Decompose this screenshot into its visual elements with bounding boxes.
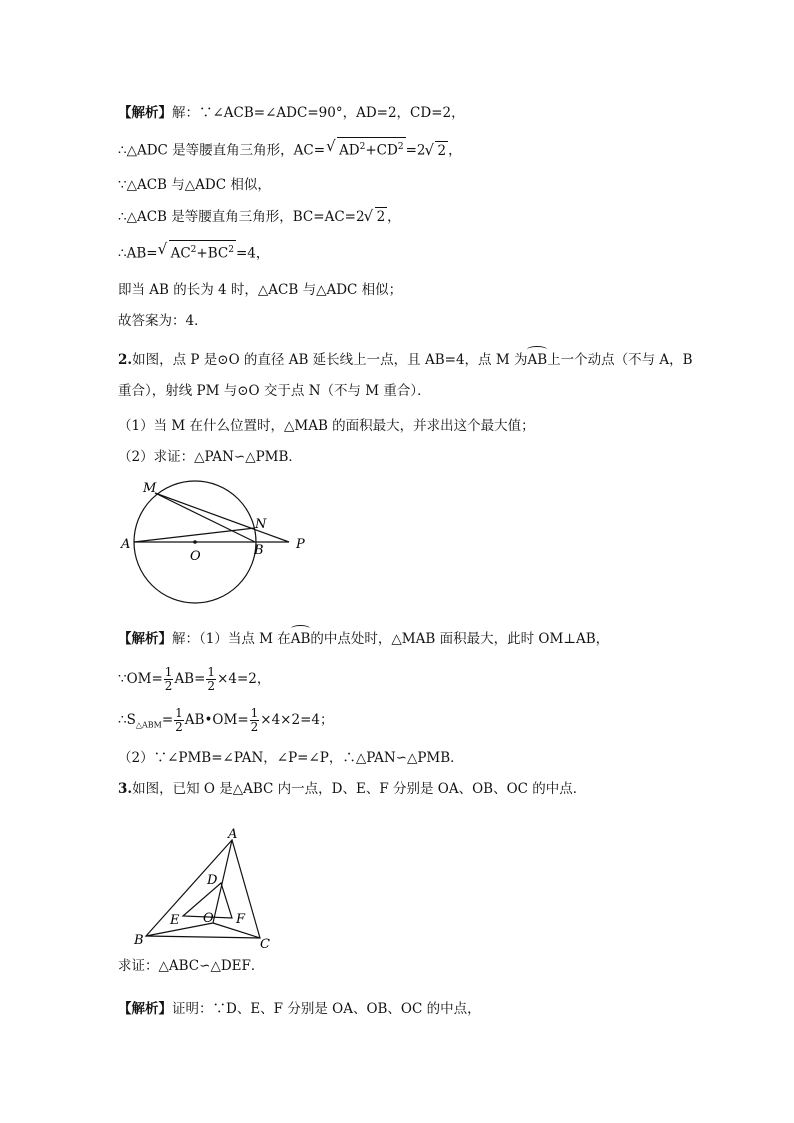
solution1-answer: 故答案为：4． [118, 313, 208, 329]
label-m: M [143, 481, 157, 496]
label-a: A [228, 828, 238, 842]
label-b: B [254, 543, 264, 558]
label-p: P [296, 537, 305, 552]
triangle-figure [128, 828, 278, 953]
solution1-line2: ∴△ADC 是等腰直角三角形，AC=√ $AD^2+CD^2 =2√$ 2 ， [118, 137, 462, 160]
label-e: E [170, 913, 180, 928]
solution1-line5: ∴AB=√ $AC^2+BC^2 =4$， [118, 240, 269, 263]
line-an [134, 528, 255, 542]
solution1-line1: 【解析】解：∵∠ACB=∠ADC=90°，AD=2，CD=2， [118, 105, 465, 121]
solution1-line6: 即当 AB 的长为 4 时，△ACB 与△ADC 相似； [118, 282, 403, 298]
solution2-line1: 【解析】解：（1）当点 M 在AB的中点处时，△MAB 面积最大，此时 OM⊥AB， [118, 631, 610, 647]
circle-figure [115, 478, 325, 613]
label-c: C [260, 937, 270, 952]
label-n: N [255, 517, 267, 532]
label-b: B [134, 933, 144, 948]
question2-part2: （2）求证：△PAN∽△PMB． [118, 449, 302, 465]
label-f: F [236, 912, 246, 927]
question3-prove: 求证：△ABC∽△DEF． [118, 958, 265, 974]
question2-part1: （1）当 M 在什么位置时，△MAB 的面积最大，并求出这个最大值； [118, 418, 535, 434]
question3-line1: 3.如图，已知 O 是△ABC 内一点，D、E、F 分别是 OA、OB、OC 的中点． [118, 781, 587, 797]
center-dot [193, 540, 197, 544]
solution1-line4: ∴△ACB 是等腰直角三角形，BC=AC=2√ 2 ， [118, 207, 401, 226]
question2-line2: 重合），射线 PM 与⊙O 交于点 N（不与 M 重合）． [118, 383, 431, 399]
solution2-line3: $\therefore S_{\triangle ABM}=$ $\frac{1}{2}$ AB•OM= $\frac{1}{2}$ ×4×2=4； [118, 706, 334, 734]
label-d: D [207, 873, 218, 888]
line-mp [155, 493, 289, 542]
solution2-line4: （2）∵∠PMB=∠PAN，∠P=∠P，∴△PAN∽△PMB． [118, 750, 464, 766]
question2-line1: 2.如图，点 P 是⊙O 的直径 AB 延长线上一点，且 AB=4，点 M 为AB上一个动点（不与 A，B [118, 352, 693, 368]
solution1-line3: ∵△ACB 与△ADC 相似， [118, 177, 271, 193]
label-o: O [203, 911, 214, 926]
label-a: A [121, 537, 131, 552]
label-o: O [190, 549, 201, 564]
solution2-line2: ∵OM= $\frac{1}{2}$ AB= $\frac{1}{2}$ ×4=2， [118, 665, 271, 693]
solution3-line1: 【解析】证明：∵D、E、F 分别是 OA、OB、OC 的中点， [118, 1001, 481, 1017]
